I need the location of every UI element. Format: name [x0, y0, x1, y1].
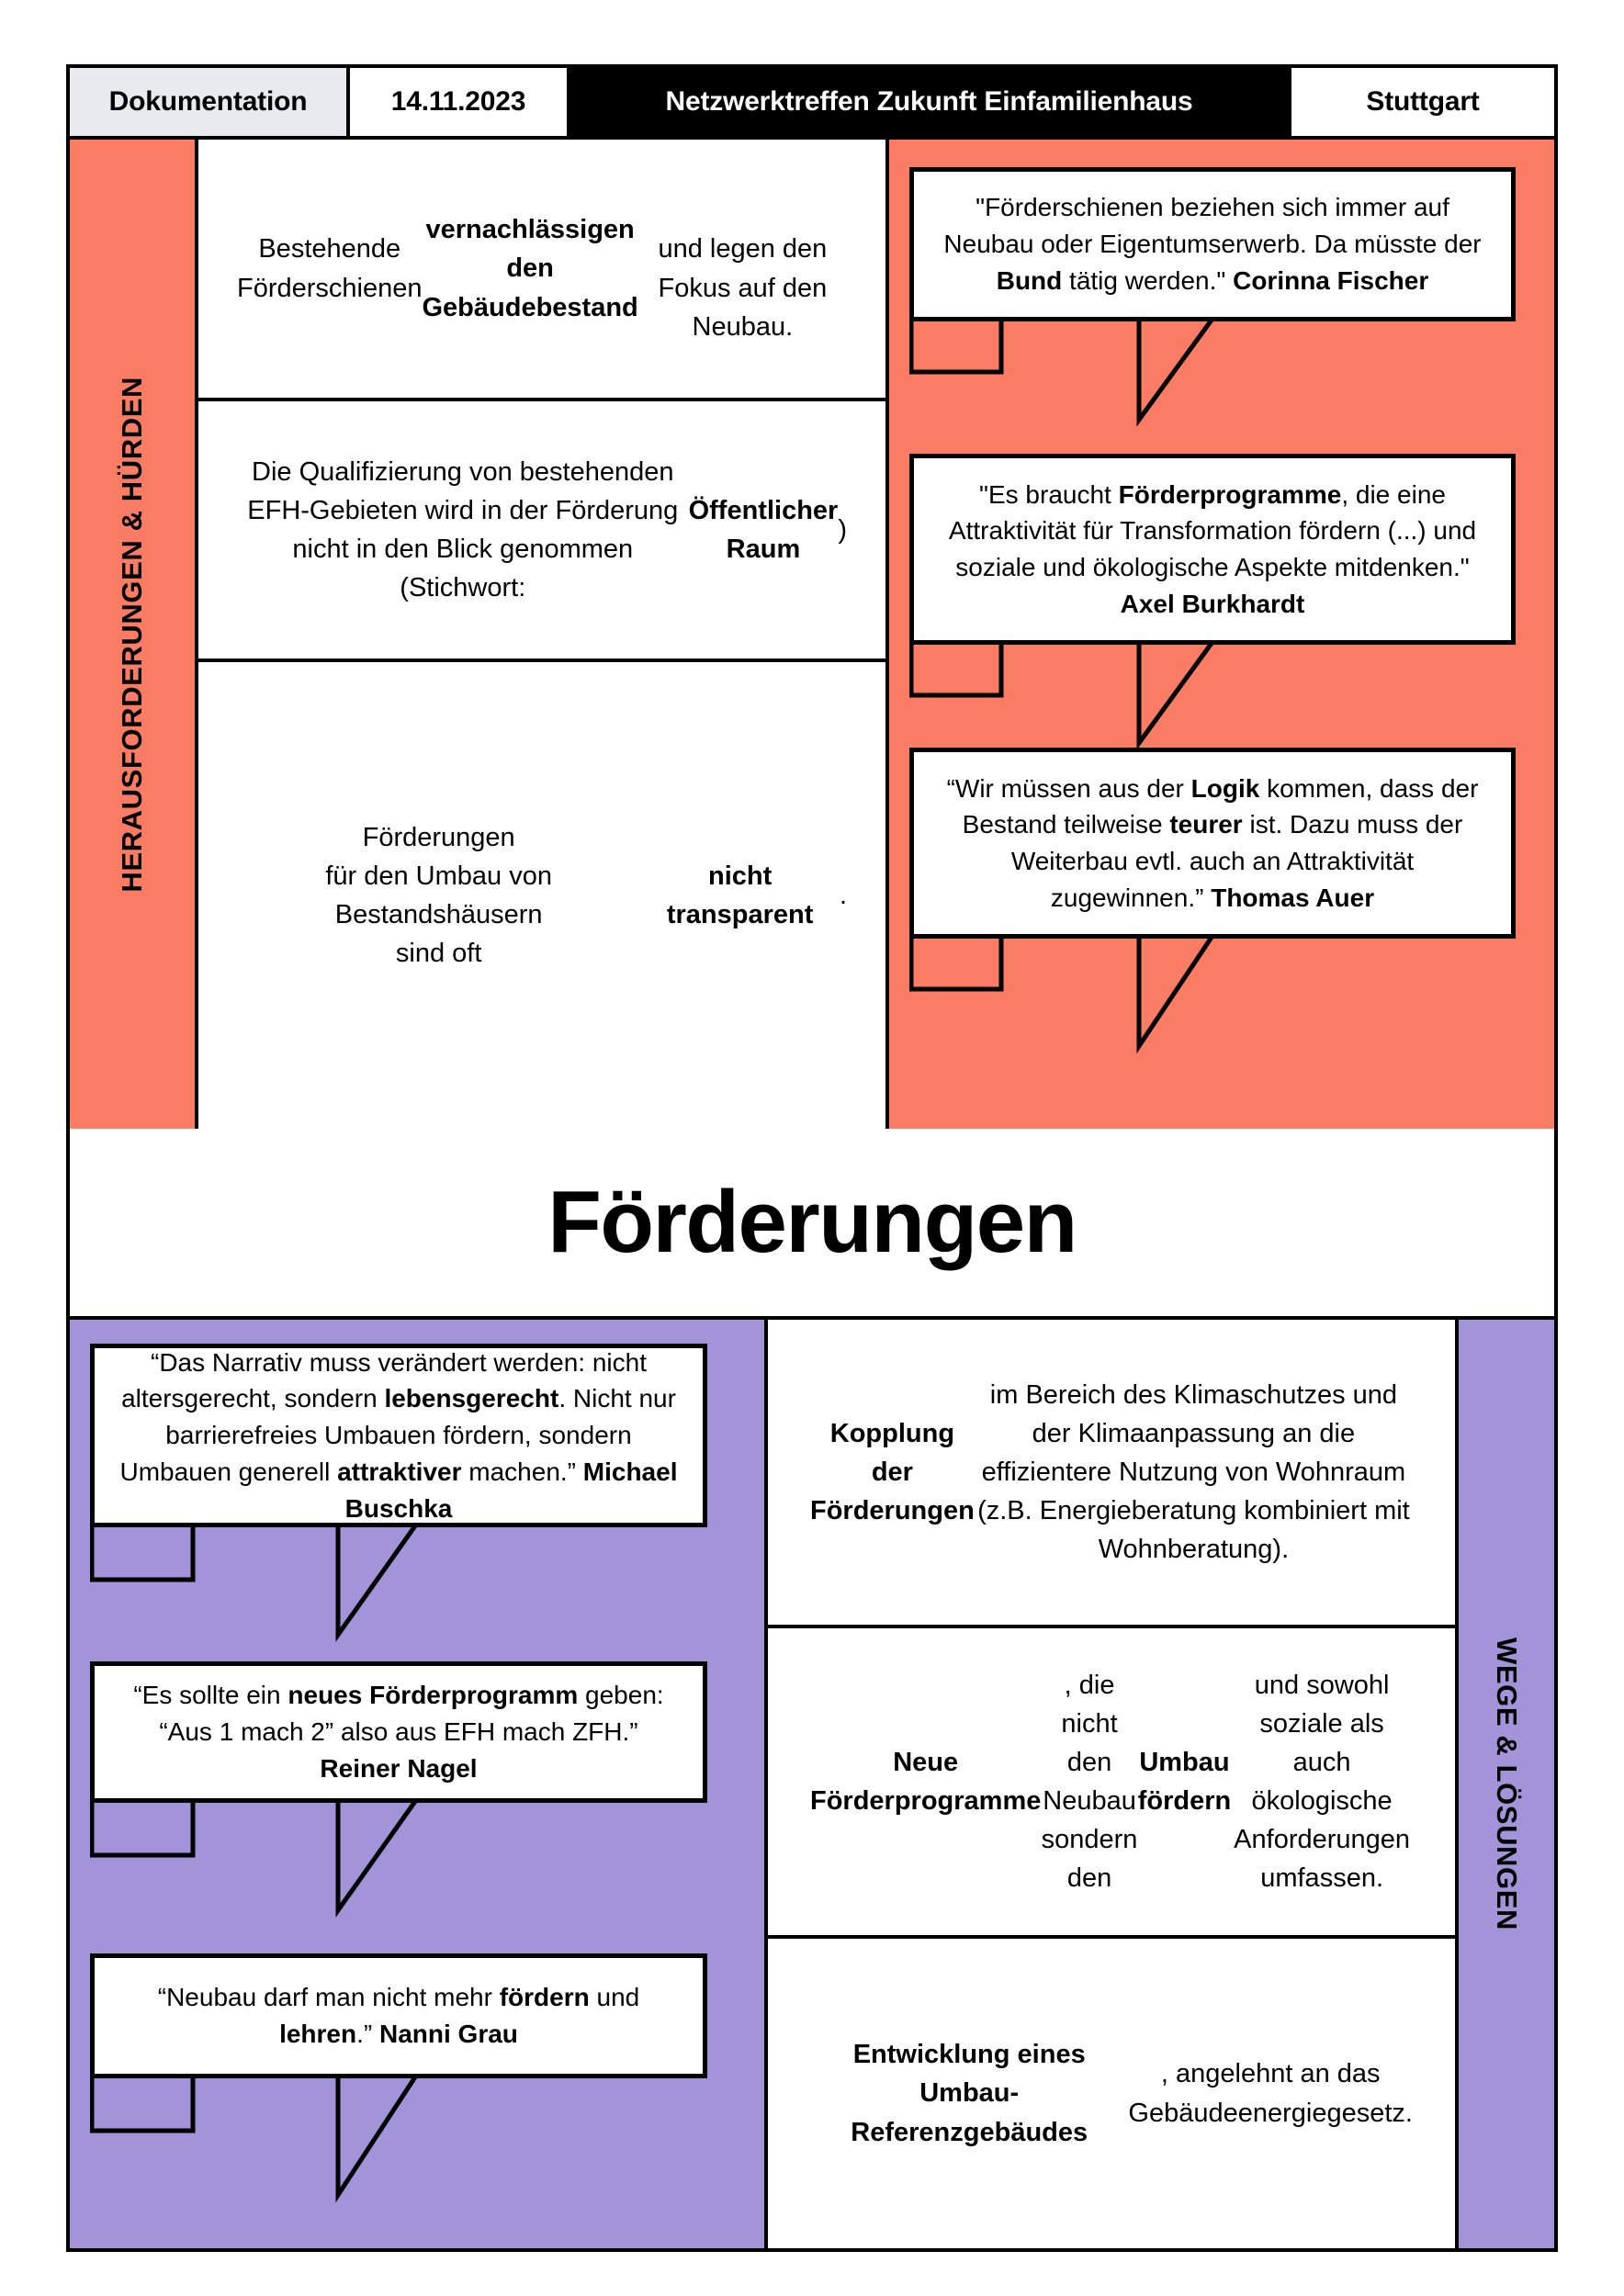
header-doc-label: Dokumentation: [70, 68, 350, 136]
challenges-section: [66, 140, 1558, 1129]
header-bar: [66, 64, 1558, 140]
solutions-quote-column: [70, 1320, 768, 2248]
page-title: Förderungen: [547, 1173, 1077, 1271]
quote-bubble: “Wir müssen aus der Logik kommen, dass der Bestand teilweise teurer ist. Dazu muss der Weiterbau evtl. auch an Attraktivität zugewinnen.” Thomas Auer: [909, 748, 1516, 939]
quote-bubble: “Neubau darf man nicht mehr fördern und lehren.” Nanni Grau: [90, 1953, 707, 2078]
speech-tail-icon: [90, 2074, 733, 2202]
solution-statement: Kopplung der Förderungen im Bereich des Klimaschutzes und der Klimaanpassung an die effizientere Nutzung von Wohnraum (z.B. Energieberatung kombiniert mit Wohnberatung).: [810, 1379, 1410, 1565]
solution-statement: Neue Förderprogramme , die nicht den Neubau sondern den Umbau fördern und sowohl soziale als auch ökologische Anforderungen umfassen.: [768, 1625, 1455, 1935]
quote-bubble: "Förderschienen beziehen sich immer auf Neubau oder Eigentumserwerb. Da müsste der Bund tätig werden." Corinna Fischer: [909, 167, 1516, 321]
header-date: 14.11.2023: [350, 68, 570, 136]
challenge-statement: Förderungen für den Umbau von Bestandshäusern sind oft nicht transparent .: [198, 658, 885, 1129]
challenges-quote-column: [889, 140, 1554, 1129]
solutions-rail-label: WEGE & LÖSUNGEN: [1491, 1637, 1523, 1930]
speech-tail-icon: [909, 934, 1552, 1053]
challenge-statement: Die Qualifizierung von bestehenden EFH-Gebieten wird in der Förderung nicht in den Blick genommen (Stichwort: Öffentlicher Raum ): [198, 398, 885, 658]
speech-tail-icon: [90, 1798, 733, 1918]
header-city: Stuttgart: [1288, 68, 1554, 136]
challenge-statement: Bestehende Förderschienen vernachlässigen den Gebäudebestand und legen den Fokus auf den Neubau.: [237, 215, 828, 342]
speech-tail-icon: [909, 640, 1552, 750]
header-event-title: Netzwerktreffen Zukunft Einfamilienhaus: [570, 68, 1288, 136]
challenges-statement-column: [198, 140, 889, 1129]
solutions-statement-column: [768, 1320, 1459, 2248]
challenges-rail: [70, 140, 198, 1129]
quote-bubble: "Es braucht Förderprogramme, die eine Attraktivität für Transformation fördern (...) und soziale und ökologische Aspekte mitdenken." Axel Burkhardt: [909, 454, 1516, 645]
solutions-section: [66, 1320, 1558, 2252]
page-title-band: [66, 1129, 1558, 1320]
solutions-rail: [1459, 1320, 1554, 2248]
speech-tail-icon: [90, 1523, 733, 1642]
challenges-rail-label: HERAUSFORDERUNGEN & HÜRDEN: [116, 376, 148, 893]
solution-statement: Entwicklung eines Umbau-Referenzgebäudes , angelehnt an das Gebäudeenergiegesetz.: [768, 1935, 1455, 2248]
quote-bubble: “Das Narrativ muss verändert werden: nicht altersgerecht, sondern lebensgerecht. Nicht nur barrierefreies Umbauen fördern, sondern Umbauen generell attraktiver machen.” Michael Buschka: [90, 1344, 707, 1527]
speech-tail-icon: [909, 317, 1552, 427]
quote-bubble: “Es sollte ein neues Förderprogramm geben: “Aus 1 mach 2” also aus EFH mach ZFH.” Reiner Nagel: [90, 1661, 707, 1803]
